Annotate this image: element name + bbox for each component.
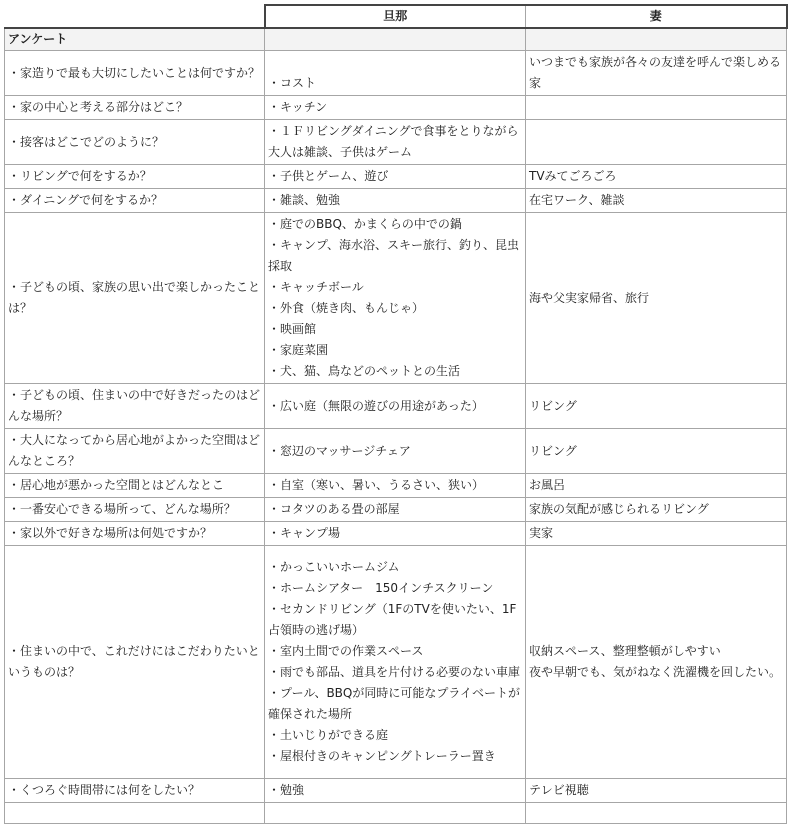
husband-answer-cell xyxy=(265,498,526,522)
husband-answer-cell xyxy=(265,474,526,498)
wife-answer-line: 家族の気配が感じられるリビング xyxy=(529,502,709,516)
wife-answer-line: リビング xyxy=(529,398,577,413)
table-row xyxy=(5,384,787,429)
husband-answer-cell xyxy=(265,51,526,96)
table-row xyxy=(5,429,787,474)
question-cell: ・接客はどこでどのように？ xyxy=(5,120,265,165)
table-row xyxy=(5,213,787,384)
husband-answer-line: ・広い庭（無限の遊びの用途があった） xyxy=(268,398,484,413)
table-row xyxy=(5,51,787,96)
question-cell xyxy=(5,803,265,824)
husband-answer-line: ・キャンプ場 xyxy=(268,526,341,540)
table-row xyxy=(5,498,787,522)
husband-answer-cell xyxy=(265,522,526,546)
section-empty-cell xyxy=(265,28,526,51)
husband-answer-line: ・１Ｆリビングダイニングで食事をとりながら大人は雑談、子供はゲーム xyxy=(268,124,519,159)
wife-answer-cell xyxy=(526,120,787,165)
husband-answer-line: ・雑談、勉強 xyxy=(268,193,341,207)
husband-answer-line: ・土いじりができる庭 xyxy=(268,728,389,742)
husband-answer-line: ・かっこいいホームジム xyxy=(268,560,400,574)
husband-answer-cell xyxy=(265,384,526,429)
header-husband: 旦那 xyxy=(265,5,526,28)
husband-answer-line: ・雨でも部品、道具を片付ける必要のない車庫 xyxy=(268,665,521,679)
wife-answer-line: 実家 xyxy=(529,526,554,540)
question-cell: ・リビングで何をするか？ xyxy=(5,165,265,189)
table-row xyxy=(5,165,787,189)
husband-answer-cell xyxy=(265,120,526,165)
question-cell: ・居心地が悪かった空間とはどんなとこ xyxy=(5,474,265,498)
wife-answer-cell xyxy=(526,384,787,429)
husband-answer-cell xyxy=(265,779,526,803)
survey-table xyxy=(4,4,788,824)
husband-answer-line: ・キャンプ、海水浴、スキー旅行、釣り、昆虫採取 xyxy=(268,238,520,273)
wife-answer-cell xyxy=(526,213,787,384)
wife-answer-line: いつまでも家族が各々の友達を呼んで楽しめる家 xyxy=(529,55,782,90)
husband-answer-line: ・外食（焼き肉、もんじゃ） xyxy=(268,301,425,315)
wife-answer-cell xyxy=(526,522,787,546)
wife-answer-cell xyxy=(526,51,787,96)
husband-answer-cell xyxy=(265,96,526,120)
wife-answer-line: TVみてごろごろ xyxy=(529,169,617,183)
wife-answer-cell xyxy=(526,165,787,189)
header-wife: 妻 xyxy=(526,5,787,28)
husband-answer-line: ・キッチン xyxy=(268,100,328,114)
wife-answer-cell xyxy=(526,498,787,522)
table-row xyxy=(5,96,787,120)
wife-answer-cell xyxy=(526,189,787,213)
husband-answer-line: ・コスト xyxy=(268,76,317,90)
husband-answer-line: ・屋根付きのキャンピングトレーラー置き xyxy=(268,749,496,763)
question-cell: ・くつろぐ時間帯には何をしたい？ xyxy=(5,779,265,803)
table-row xyxy=(5,779,787,803)
husband-answer-line: ・プール、BBQが同時に可能なプライベートが確保された場所 xyxy=(268,686,520,721)
husband-answer-line: ・ホームシアター 150インチスクリーン xyxy=(268,581,494,595)
wife-answer-line: テレビ視聴 xyxy=(529,783,589,797)
wife-answer-cell xyxy=(526,429,787,474)
table-row xyxy=(5,189,787,213)
husband-answer-line: ・映画館 xyxy=(268,322,317,336)
table-row xyxy=(5,522,787,546)
husband-answer-cell xyxy=(265,429,526,474)
husband-answer-line: ・キャッチボール xyxy=(268,280,364,294)
wife-answer-line: 収納スペース、整理整頓がしやすい xyxy=(529,644,721,658)
husband-answer-line: ・セカンドリビング（1FのTVを使いたい、1F占領時の逃げ場） xyxy=(268,602,517,637)
husband-answer-cell xyxy=(265,803,526,824)
wife-answer-line: お風呂 xyxy=(529,478,566,492)
table-row xyxy=(5,803,787,824)
husband-answer-line: ・自室（寒い、暑い、うるさい、狭い） xyxy=(268,478,485,492)
husband-answer-line: ・犬、猫、鳥などのペットとの生活 xyxy=(268,364,461,378)
husband-answer-cell xyxy=(265,165,526,189)
question-cell: ・家の中心と考える部分はどこ？ xyxy=(5,96,265,120)
table-row xyxy=(5,474,787,498)
husband-answer-line: ・室内土間での作業スペース xyxy=(268,644,424,658)
husband-answer-line: ・勉強 xyxy=(268,783,305,797)
husband-answer-line: ・家庭菜園 xyxy=(268,343,329,357)
question-cell: ・ダイニングで何をするか？ xyxy=(5,189,265,213)
husband-answer-line: ・子供とゲーム、遊び xyxy=(268,169,389,183)
question-cell: ・一番安心できる場所って、どんな場所？ xyxy=(5,498,265,522)
question-cell: ・子どもの頃、家族の思い出で楽しかったことは？ xyxy=(5,213,265,384)
wife-answer-line: 在宅ワーク、雑談 xyxy=(529,193,625,207)
wife-answer-cell xyxy=(526,779,787,803)
question-cell: ・住まいの中で、これだけにはこだわりたいというものは？ xyxy=(5,546,265,779)
wife-answer-line: リビング xyxy=(529,443,577,458)
wife-answer-line: 夜や早朝でも、気がねなく洗濯機を回したい。 xyxy=(529,665,782,679)
section-empty-cell xyxy=(526,28,787,51)
question-cell: ・子どもの頃、住まいの中で好きだったのはどんな場所？ xyxy=(5,384,265,429)
table-row xyxy=(5,546,787,779)
wife-answer-cell xyxy=(526,546,787,779)
question-cell: ・家造りで最も大切にしたいことは何ですか？ xyxy=(5,51,265,96)
wife-answer-cell xyxy=(526,474,787,498)
husband-answer-cell xyxy=(265,213,526,384)
header-blank-cell xyxy=(5,5,265,28)
wife-answer-line: 海や父実家帰省、旅行 xyxy=(529,290,650,305)
wife-answer-cell xyxy=(526,96,787,120)
question-cell: ・家以外で好きな場所は何処ですか？ xyxy=(5,522,265,546)
section-label: アンケート xyxy=(5,28,265,51)
question-cell: ・大人になってから居心地がよかった空間はどんなところ？ xyxy=(5,429,265,474)
husband-answer-line: ・コタツのある畳の部屋 xyxy=(268,502,400,516)
header-row xyxy=(5,5,787,28)
section-row xyxy=(5,28,787,51)
table-row xyxy=(5,120,787,165)
husband-answer-cell xyxy=(265,546,526,779)
wife-answer-cell xyxy=(526,803,787,824)
husband-answer-cell xyxy=(265,189,526,213)
husband-answer-line: ・窓辺のマッサージチェア xyxy=(268,443,411,458)
husband-answer-line: ・庭でのBBQ、かまくらの中での鍋 xyxy=(268,217,462,231)
